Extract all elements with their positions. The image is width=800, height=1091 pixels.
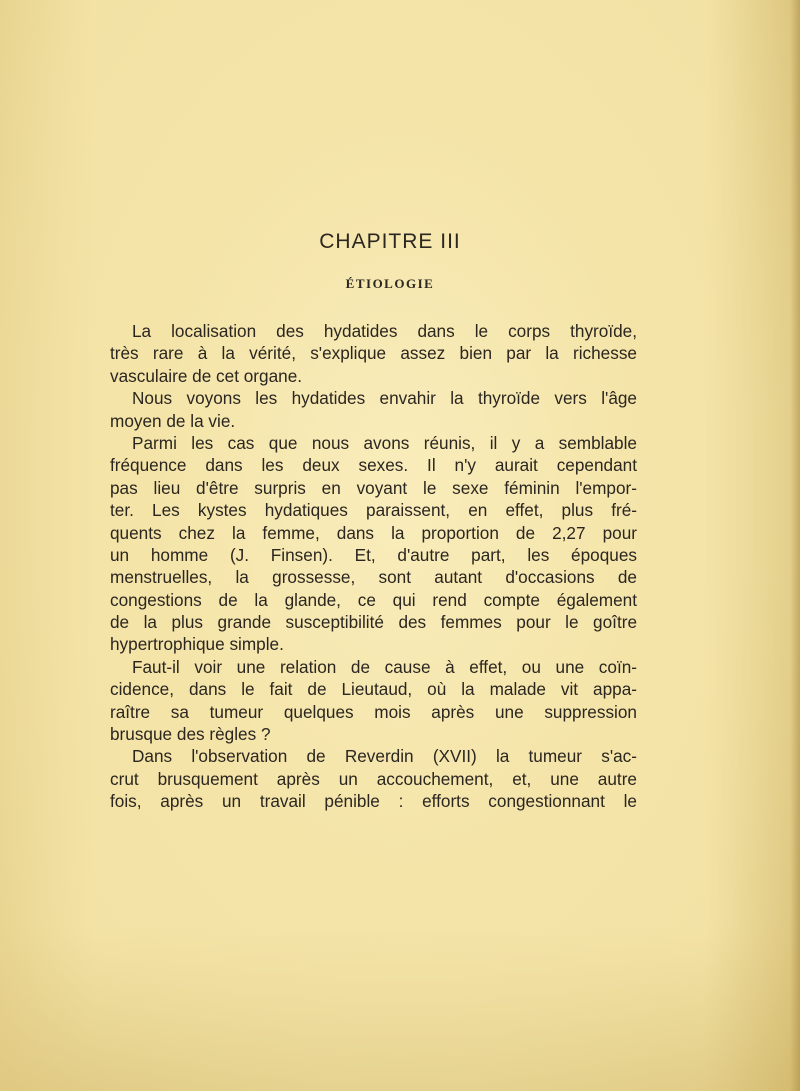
section-title: ÉTIOLOGIE (345, 276, 435, 291)
paragraph (110, 745, 637, 812)
text-line: Dans l'observation de Reverdin (XVII) la tumeur s'ac- (132, 746, 637, 767)
text-line: brusque des règles ? (110, 724, 271, 745)
text-line: Nous voyons les hydatides envahir la thyroïde vers l'âge (132, 388, 637, 409)
page-edge-shadow (790, 0, 800, 1091)
body-text (110, 320, 637, 813)
paragraph (110, 320, 637, 387)
paragraph (110, 432, 637, 656)
text-line: Faut-il voir une relation de cause à effet, ou une coïn- (132, 656, 637, 677)
text-line: un homme (J. Finsen). Et, d'autre part, les époques (110, 544, 637, 565)
text-line: fois, après un travail pénible : efforts congestionnant le (110, 791, 637, 812)
text-line: hypertrophique simple. (110, 634, 284, 655)
text-line: fréquence dans les deux sexes. Il n'y aurait cependant (110, 455, 637, 476)
text-line: crut brusquement après un accouchement, et, une autre (110, 768, 637, 789)
paragraph (110, 656, 637, 746)
text-line: ter. Les kystes hydatiques paraissent, en effet, plus fré- (110, 500, 637, 521)
text-line: quents chez la femme, dans la proportion de 2,27 pour (110, 522, 637, 543)
text-line: raître sa tumeur quelques mois après une suppression (110, 701, 637, 722)
text-line: vasculaire de cet organe. (110, 365, 303, 386)
chapter-title: CHAPITRE III (319, 230, 461, 253)
text-line: très rare à la vérité, s'explique assez bien par la richesse (110, 343, 637, 364)
text-line: La localisation des hydatides dans le corps thyroïde, (132, 321, 637, 341)
text-line: cidence, dans le fait de Lieutaud, où la malade vit appa- (110, 679, 637, 700)
text-line: Parmi les cas que nous avons réunis, il y a semblable (132, 432, 637, 453)
text-line: de la plus grande susceptibilité des femmes pour le goître (110, 612, 637, 633)
paragraph (110, 387, 637, 432)
text-line: moyen de la vie. (110, 410, 236, 431)
text-line: menstruelles, la grossesse, sont autant d'occasions de (110, 567, 637, 588)
text-line: congestions de la glande, ce qui rend compte également (110, 589, 637, 610)
text-line: pas lieu d'être surpris en voyant le sexe féminin l'empor- (110, 477, 637, 498)
